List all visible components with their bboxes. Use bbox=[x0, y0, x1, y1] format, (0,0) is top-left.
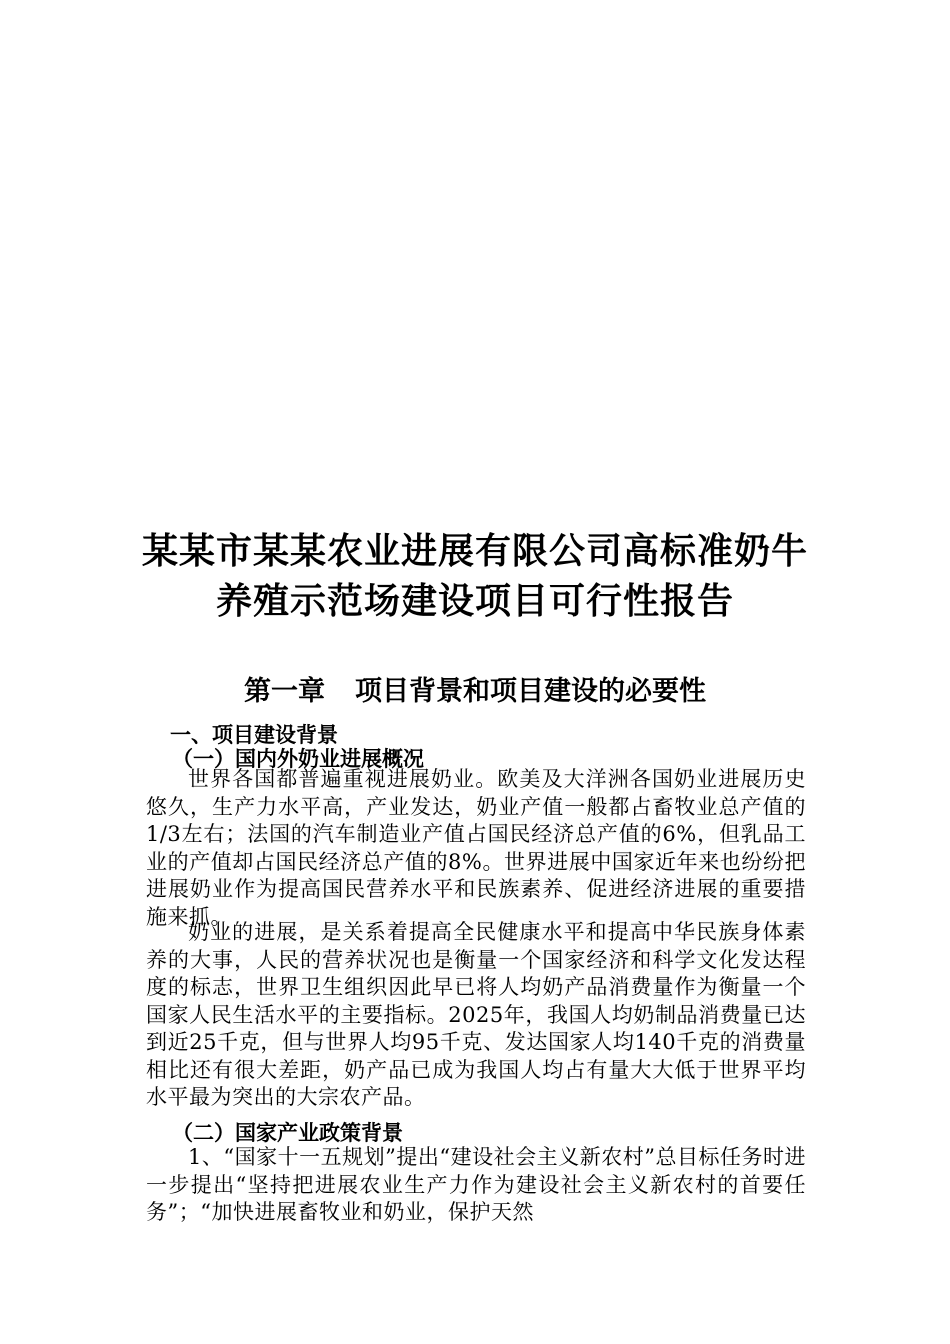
subsection-heading-1: （一）国内外奶业进展概况 bbox=[172, 747, 424, 771]
paragraph-2: 奶业的进展，是关系着提高全民健康水平和提高中华民族身体素养的大事，人民的营养状况也是衡量一个国家经济和科学文化发达程度的标志，世界卫生组织因此早已将人均奶产品消费量作为衡量一个国家人民生活水平的主要指标。2025年，我国人均奶制品消费量已达到近25千克，但与世界人均95千克、发达国家人均140千克的消费量相比还有很大差距，奶产品已成为我国人均占有量大大低于世界平均水平最为突出的大宗农产品。 bbox=[146, 920, 806, 1109]
document-title-line-2: 养殖示范场建设项目可行性报告 bbox=[215, 581, 734, 622]
paragraph-1: 世界各国都普遍重视进展奶业。欧美及大洋洲各国奶业进展历史悠久，生产力水平高，产业发达，奶业产值一般都占畜牧业总产值的1/3左右；法国的汽车制造业产值占国民经济总产值的6%，但乳品工业的产值却占国民经济总产值的8%。世界进展中国家近年来也纷纷把进展奶业作为提高国民营养水平和民族素养、促进经济进展的重要措施来抓。 bbox=[146, 767, 806, 929]
chapter-number: 第一章 bbox=[244, 676, 325, 707]
chapter-title: 项目背景和项目建设的必要性 bbox=[355, 676, 706, 707]
paragraph-3: 1、“国家十一五规划”提出“建设社会主义新农村”总目标任务时进一步提出“坚持把进展农业生产力作为建设社会主义新农村的首要任务”；“加快进展畜牧业和奶业，保护天然 bbox=[146, 1145, 806, 1224]
chapter-heading bbox=[100, 674, 850, 710]
section-heading: 一、项目建设背景 bbox=[170, 723, 338, 747]
document-title-line-1: 某某市某某农业进展有限公司高标准奶牛 bbox=[141, 531, 808, 572]
subsection-heading-2: （二）国家产业政策背景 bbox=[172, 1121, 403, 1145]
